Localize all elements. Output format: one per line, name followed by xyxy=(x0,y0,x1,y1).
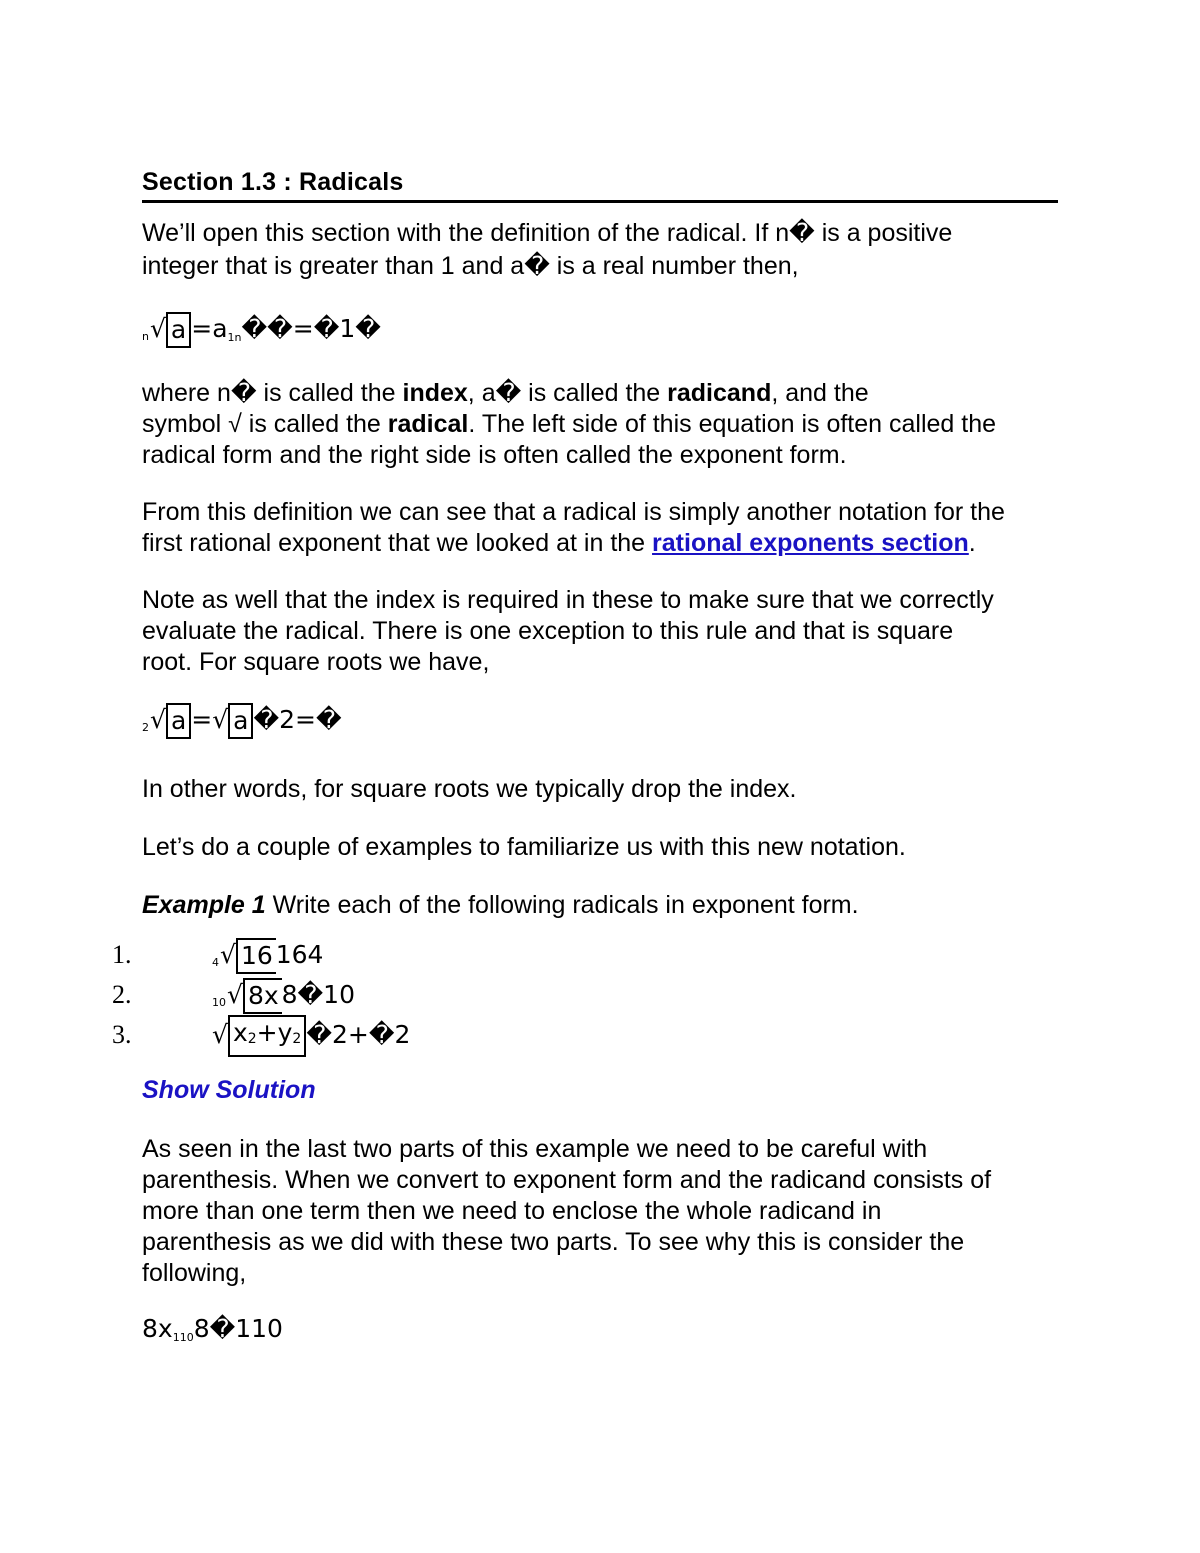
show-solution-link[interactable]: Show Solution xyxy=(142,1076,316,1104)
expression-tail: 8�10 xyxy=(281,980,355,1009)
formula-rhs-base: =a xyxy=(191,314,228,343)
example-instructions: Write each of the following radicals in exponent form. xyxy=(265,891,859,919)
parenthesis-line-1: As seen in the last two parts of this example we need to be careful with xyxy=(142,1135,928,1163)
formula-radicand: a xyxy=(166,312,191,348)
drop-index-paragraph: In other words, for square roots we typically drop the index. xyxy=(142,775,797,803)
formula-rhs-tail: ��=�1� xyxy=(241,314,381,343)
intro-line-2: integer that is greater than 1 and a� is a real number then, xyxy=(142,252,799,280)
example-expression xyxy=(212,1015,410,1057)
radical-symbol: √ xyxy=(212,1020,228,1049)
radical-definition-formula xyxy=(142,309,1058,358)
formula-index: 2 xyxy=(142,721,149,734)
parenthesis-line-5: following, xyxy=(142,1259,247,1287)
formula-middle: =√ xyxy=(191,705,229,734)
radicand-y-exponent: 2 xyxy=(292,1031,302,1047)
list-item xyxy=(112,975,1058,1015)
rational-exponents-link[interactable]: rational exponents section xyxy=(652,529,969,557)
radicand-x-exponent: 2 xyxy=(247,1031,257,1047)
expression-tail: 164 xyxy=(275,940,324,969)
radicand-plus-y: +y xyxy=(256,1018,293,1047)
index-note-line-2: evaluate the radical. There is one exception to this rule and that is square xyxy=(142,617,954,645)
radical-symbol: √ xyxy=(227,980,243,1009)
examples-intro-paragraph: Let’s do a couple of examples to familiarize us with this new notation. xyxy=(142,833,906,861)
notation-paragraph xyxy=(142,497,1058,559)
section-title: Section 1.3 : Radicals xyxy=(142,166,1058,203)
term-radical: radical xyxy=(387,410,469,438)
radical-symbol: √ xyxy=(149,314,166,343)
parenthesis-paragraph xyxy=(142,1134,1058,1289)
notation-line-2 xyxy=(142,528,1058,559)
definition-line-1 xyxy=(142,378,1058,409)
term-index: index xyxy=(402,379,468,407)
definition-paragraph xyxy=(142,378,1058,471)
definition-text: , a� is called the xyxy=(467,379,668,407)
formula-exponent: 110 xyxy=(172,1331,194,1344)
list-item xyxy=(112,1015,1058,1055)
expression-index: 4 xyxy=(212,956,219,969)
formula-radicand-2: a xyxy=(228,703,253,739)
expression-index: 10 xyxy=(212,996,226,1009)
expression-tail: �2+�2 xyxy=(306,1020,411,1049)
definition-text: where n� is called the xyxy=(142,379,403,407)
intro-line-1: We’ll open this section with the definition of the radical. If n� is a positive xyxy=(142,219,953,247)
example-label: Example 1 xyxy=(142,891,266,919)
index-note-paragraph xyxy=(142,585,1058,678)
notation-line-1: From this definition we can see that a radical is simply another notation for the xyxy=(142,498,1005,526)
list-item-number: 2. xyxy=(112,980,132,1009)
formula-index: n xyxy=(142,330,149,343)
parenthesis-line-4: parenthesis as we did with these two parts. To see why this is consider the xyxy=(142,1228,965,1256)
parenthesis-line-2: parenthesis. When we convert to exponent form and the radicand consists of xyxy=(142,1166,992,1194)
notation-text: . xyxy=(968,529,976,557)
list-item-number: 3. xyxy=(112,1020,132,1049)
definition-text: symbol √ is called the xyxy=(142,410,388,438)
example-heading xyxy=(142,890,1058,921)
intro-paragraph xyxy=(142,217,1058,283)
index-note-line-3: root. For square roots we have, xyxy=(142,648,490,676)
formula-tail: �2=� xyxy=(253,705,342,734)
definition-text: , and the xyxy=(771,379,869,407)
parenthesis-formula xyxy=(142,1309,1058,1358)
formula-radicand: a xyxy=(166,703,191,739)
definition-text: . The left side of this equation is often called the xyxy=(468,410,997,438)
parenthesis-line-3: more than one term then we need to enclose the whole radicand in xyxy=(142,1197,882,1225)
definition-line-2 xyxy=(142,409,1058,440)
example-list xyxy=(112,935,1058,1055)
index-note-line-1: Note as well that the index is required in these to make sure that we correctly xyxy=(142,586,994,614)
expression-radicand: 8x xyxy=(243,978,282,1014)
expression-radicand: 16 xyxy=(236,938,276,974)
list-item-number: 1. xyxy=(112,940,132,969)
notation-text: first rational exponent that we looked at in the xyxy=(142,529,653,557)
list-item xyxy=(112,935,1058,975)
formula-base: 8x xyxy=(142,1314,173,1343)
formula-rhs-exponent: 1n xyxy=(227,331,242,344)
radical-symbol: √ xyxy=(150,705,166,734)
document-page xyxy=(112,166,1058,1358)
term-radicand: radicand xyxy=(667,379,772,407)
radical-symbol: √ xyxy=(220,940,236,969)
square-root-formula xyxy=(142,700,1058,748)
definition-line-3: radical form and the right side is often called the exponent form. xyxy=(142,441,847,469)
formula-tail: 8�110 xyxy=(193,1314,283,1343)
expression-radicand xyxy=(228,1015,306,1057)
radicand-x: x xyxy=(232,1018,248,1047)
